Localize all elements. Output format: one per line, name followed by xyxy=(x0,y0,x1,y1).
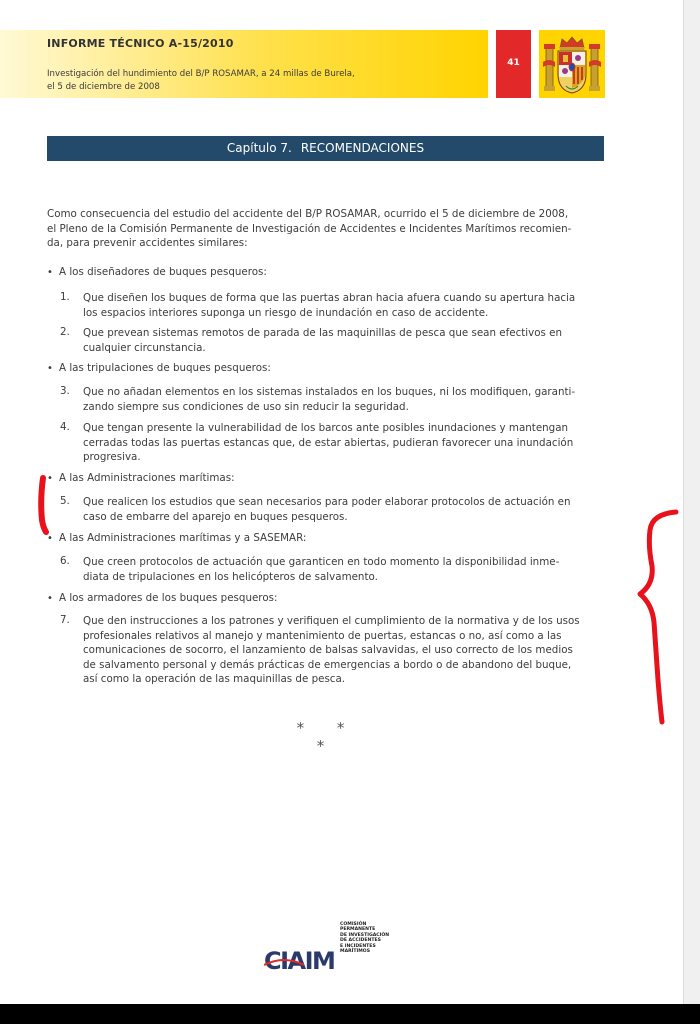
intro-line3: da, para prevenir accidentes similares: xyxy=(47,237,248,249)
section-heading xyxy=(47,362,603,374)
section-heading xyxy=(47,266,603,278)
report-code: INFORME TÉCNICO A-15/2010 xyxy=(47,37,234,50)
item-number: 3. xyxy=(60,385,70,397)
item-line: Que prevean sistemas remotos de parada de las maquinillas de pesca que sean efectivos en xyxy=(83,327,563,339)
item-line: Que diseñen los buques de forma que las puertas abran hacia afuera cuando su apertura hacia xyxy=(83,292,576,304)
section-heading xyxy=(47,532,603,544)
section-heading-text: A las tripulaciones de buques pesqueros: xyxy=(59,362,271,374)
intro-line1: Como consecuencia del estudio del accidente del B/P ROSAMAR, ocurrido el 5 de diciembre de 2008, xyxy=(47,208,569,220)
item-line: comunicaciones de socorro, el lanzamiento de balsas salvavidas, el uso correcto de los medios xyxy=(83,644,573,656)
item-line: Que no añadan elementos en los sistemas instalados en los buques, ni los modifiquen, garanti- xyxy=(83,386,576,398)
recommendation-item xyxy=(83,555,603,584)
section-heading-text: A los armadores de los buques pesqueros: xyxy=(59,592,278,604)
recommendation-item xyxy=(83,421,603,465)
item-line: progresiva. xyxy=(83,451,141,463)
annotation-mark-left xyxy=(41,478,46,532)
item-line: diata de tripulaciones en los helicópteros de salvamento. xyxy=(83,570,378,583)
item-line: caso de embarre del aparejo en buques pesqueros. xyxy=(83,510,348,523)
report-subtitle-line1: Investigación del hundimiento del B/P ROSAMAR, a 24 millas de Burela, xyxy=(47,69,355,79)
item-line: los espacios interiores suponga un riesgo de inundación en caso de accidente. xyxy=(83,306,489,319)
chapter-title xyxy=(47,141,604,155)
bullet-icon: • xyxy=(47,593,53,604)
item-line: cualquier circunstancia. xyxy=(83,341,206,354)
recommendation-item xyxy=(83,326,603,355)
item-line: así como la operación de las maquinillas de pesca. xyxy=(83,673,346,685)
report-subtitle xyxy=(47,68,467,94)
item-number: 7. xyxy=(60,614,70,626)
chapter-name: RECOMENDACIONES xyxy=(300,141,425,155)
item-line: profesionales relativos al manejo y mantenimiento de puertas, estancas o no, así como a las xyxy=(83,629,562,642)
recommendation-item xyxy=(83,614,603,687)
logo-caption xyxy=(340,922,400,954)
item-line: cerradas todas las puertas estancas que, de estar abiertas, pudieran favorecer una inundación xyxy=(83,436,574,449)
recommendation-item xyxy=(83,385,603,414)
spain-coat-of-arms-icon xyxy=(542,34,602,96)
section-heading xyxy=(47,592,603,604)
bottom-bar xyxy=(0,1004,700,1024)
item-line: de salvamento personal y demás prácticas de emergencias a bordo o de abandono del buque, xyxy=(83,658,572,671)
bullet-icon: • xyxy=(47,363,53,374)
item-line: Que den instrucciones a los patrones y verifiquen el cumplimiento de la normativa y de los usos xyxy=(83,615,580,627)
item-line: Que tengan presente la vulnerabilidad de los barcos ante posibles inundaciones y mantengan xyxy=(83,422,569,434)
recommendation-item xyxy=(83,291,603,320)
item-number: 6. xyxy=(60,555,70,567)
logo-caption-line: DE INVESTIGACIÓN xyxy=(340,932,390,938)
section-heading-text: A las Administraciones marítimas: xyxy=(59,472,235,484)
bullet-icon: • xyxy=(47,473,53,484)
bullet-icon: • xyxy=(47,267,53,278)
item-number: 1. xyxy=(60,291,70,303)
report-subtitle-line2: el 5 de diciembre de 2008 xyxy=(47,82,160,92)
logo-caption-line: DE ACCIDENTES xyxy=(340,938,381,944)
recommendation-item xyxy=(83,495,603,524)
item-number: 4. xyxy=(60,421,70,433)
logo-caption-line: COMISIÓN xyxy=(340,922,367,927)
intro-line2: el Pleno de la Comisión Permanente de Investigación de Accidentes e Incidentes Marítimos recomien- xyxy=(47,222,572,235)
item-line: Que creen protocolos de actuación que garanticen en todo momento la disponibilidad inme- xyxy=(83,556,560,568)
section-separator: * * * xyxy=(296,719,359,755)
section-heading-text: A las Administraciones marítimas y a SASEMAR: xyxy=(59,532,307,544)
logo-mark: CIAIM xyxy=(264,947,335,975)
item-number: 2. xyxy=(60,326,70,338)
logo-caption-line: PERMANENTE xyxy=(340,927,376,933)
item-line: Que realicen los estudios que sean necesarios para poder elaborar protocolos de actuación en xyxy=(83,496,571,508)
annotation-brace-right xyxy=(640,512,676,722)
intro-paragraph xyxy=(47,207,603,251)
bullet-icon: • xyxy=(47,533,53,544)
item-line: zando siempre sus condiciones de uso sin reducir la seguridad. xyxy=(83,400,409,413)
page-number: 41 xyxy=(507,58,520,68)
section-heading xyxy=(47,472,603,484)
section-heading-text: A los diseñadores de buques pesqueros: xyxy=(59,266,267,278)
chapter-number: Capítulo 7. xyxy=(226,141,292,155)
page-edge xyxy=(683,0,700,1004)
logo-caption-line: MARÍTIMOS xyxy=(340,949,371,955)
logo-caption-line: E INCIDENTES xyxy=(340,943,376,949)
item-number: 5. xyxy=(60,495,70,507)
